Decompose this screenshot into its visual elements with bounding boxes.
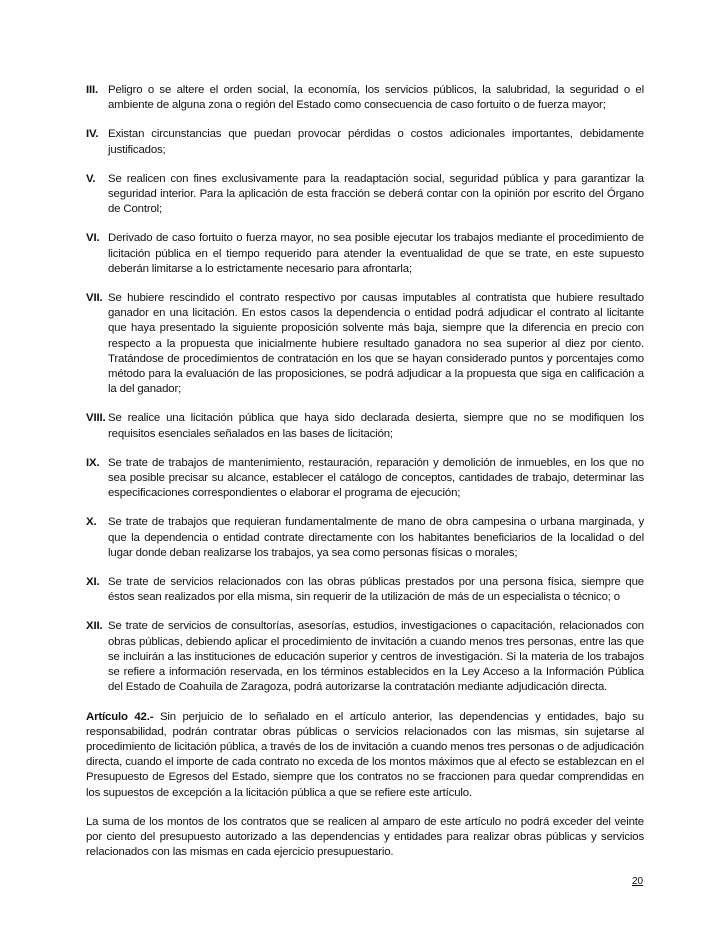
closing-paragraph: La suma de los montos de los contratos que se realicen al amparo de este artículo no podrá exceder del veinte por ciento del presupuesto autorizado a las dependencias y entidades para realizar obras públicas y servicios relacionados con las mismas en cada ejercicio presupuestario. — [86, 815, 644, 859]
list-numeral: X. — [86, 516, 97, 529]
list-item-text: Se trate de trabajos que requieran fundamentalmente de mano de obra campesina o urbana marginada, y que la dependencia o entidad contrate directamente con los habitantes beneficiarios de la localidad o del lugar donde deban realizarse los trabajos, ya sea como personas físicas o morales; — [108, 516, 644, 559]
list-numeral: VI. — [86, 232, 100, 245]
list-numeral: III. — [86, 84, 99, 96]
list-item-ix — [86, 456, 644, 502]
list-item-iii — [86, 83, 644, 113]
list-item-viii — [86, 411, 644, 441]
list-item-text: Peligro o se altere el orden social, la economía, los servicios públicos, la salubridad, la seguridad o el ambiente de alguna zona o región del Estado como consecuencia de caso fortuito o de fuerza mayor; — [108, 84, 644, 112]
list-item-text: Se realice una licitación pública que haya sido declarada desierta, siempre que no se modifiquen los requisitos esenciales señalados en las bases de licitación; — [108, 412, 644, 440]
list-numeral: IV. — [86, 128, 99, 141]
list-numeral: XII. — [86, 620, 103, 633]
document-body — [86, 83, 644, 874]
list-item-text: Se trate de servicios relacionados con las obras públicas prestados por una persona física, siempre que éstos sean realizados por ella misma, sin requerir de la utilización de más de un especialista o técnico; o — [108, 576, 644, 604]
list-item-vii — [86, 291, 644, 397]
list-numeral: XI. — [86, 576, 100, 589]
list-item-xii — [86, 619, 644, 695]
list-item-xi — [86, 575, 644, 605]
list-item-text: Se trate de trabajos de mantenimiento, restauración, reparación y demolición de inmuebles, en los que no sea posible precisar su alcance, establecer el catálogo de conceptos, cantidades de trabajo, determinar las especificaciones correspondientes o elaborar el programa de ejecución; — [108, 456, 644, 500]
page-number: 20 — [632, 876, 644, 887]
list-item-x — [86, 515, 644, 561]
article-text: Sin perjuicio de lo señalado en el artículo anterior, las dependencias y entidades, bajo su responsabilidad, podrán contratar obras públicas o servicios relacionados con las mismas, sin sujetarse al procedimiento de licitación pública, a través de los de invitación a cuando menos tres personas o de adjudicación directa, cuando el importe de cada contrato no exceda de los montos máximos que al efecto se establezcan en el Presupuesto de Egresos del Estado, siempre que los contratos no se fraccionen para quedar comprendidas en los supuestos de excepción a la licitación pública a que se refiere este artículo. — [86, 710, 644, 799]
list-item-text: Existan circunstancias que puedan provocar pérdidas o costos adicionales importantes, debidamente justificados; — [108, 128, 644, 156]
list-numeral: VII. — [86, 292, 103, 305]
list-item-text: Se hubiere rescindido el contrato respectivo por causas imputables al contratista que hubiere resultado ganador en una licitación. En estos casos la dependencia o entidad podrá adjudicar el contrato al licitante que haya presentado la siguiente proposición solvente más baja, siempre que la diferencia en precio con respecto a la propuesta que inicialmente hubiere resultado ganadora no sea superior al diez por ciento. Tratándose de procedimientos de contratación en los que se hayan considerado puntos y porcentajes como método para la evaluación de las proposiciones, se podrá adjudicar a la propuesta que siga en calificación a la del ganador; — [108, 292, 644, 396]
list-numeral: IX. — [86, 456, 100, 469]
list-item-text: Se trate de servicios de consultorías, asesorías, estudios, investigaciones o capacitación, relacionados con obras públicas, debiendo aplicar el procedimiento de invitación a cuando menos tres personas, entre las que se incluirán a las instituciones de educación superior y centros de investigación. Si la materia de los trabajos se refiere a información reservada, en los términos establecidos en la Ley Acceso a la Información Pública del Estado de Coahuila de Zaragoza, podrá autorizarse la contratación mediante adjudicación directa. — [108, 620, 644, 694]
article-label: Artículo 42.- — [86, 710, 154, 723]
article-42-paragraph — [86, 710, 644, 801]
list-item-vi — [86, 231, 644, 277]
list-item-iv — [86, 127, 644, 157]
list-numeral: VIII. — [86, 412, 106, 425]
list-item-v — [86, 172, 644, 218]
list-numeral: V. — [86, 172, 96, 185]
list-item-text: Derivado de caso fortuito o fuerza mayor, no sea posible ejecutar los trabajos mediante el procedimiento de licitación pública en el tiempo requerido para atender la eventualidad de que se trate, en este supuesto deberán limitarse a lo estrictamente necesario para afrontarla; — [108, 232, 644, 275]
list-item-text: Se realicen con fines exclusivamente para la readaptación social, seguridad pública y para garantizar la seguridad interior. Para la aplicación de esta fracción se deberá contar con la opinión por escrito del Órgano de Control; — [108, 172, 644, 216]
